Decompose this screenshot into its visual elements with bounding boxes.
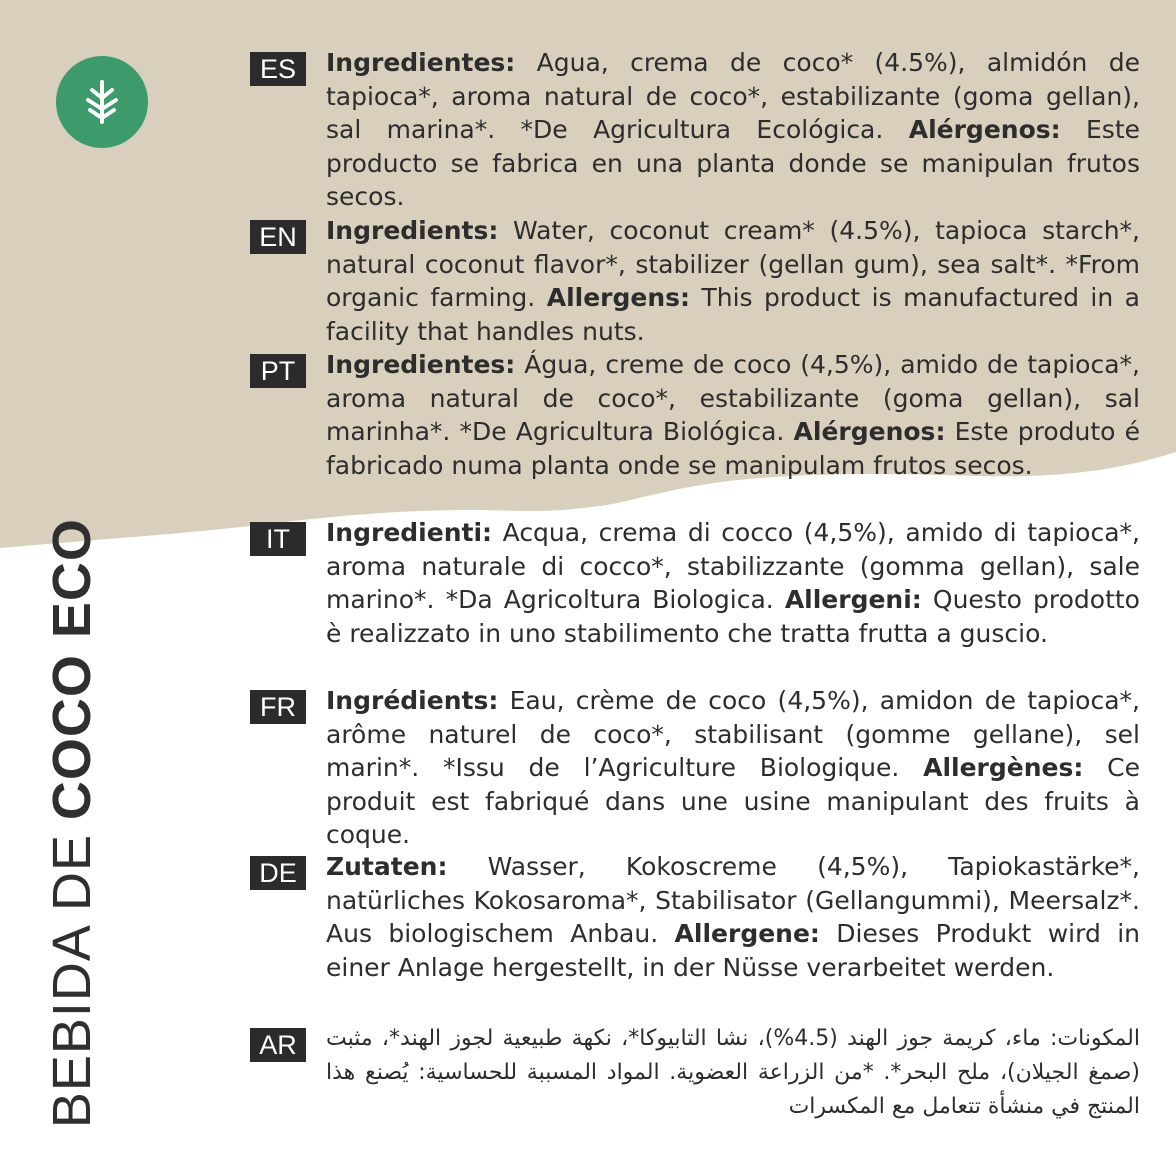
lang-code-it: IT: [250, 522, 306, 556]
ingredients-text-fr: [326, 684, 1140, 852]
ingredients-body-de: Wasser, Kokoscreme (4,5%), Tapiokastärke*, natürliches Kokosaroma*, Stabilisator (Gellangummi), Meersalz*. Aus biologischem Anbau.: [326, 852, 1140, 948]
ingredients-body-fr: Eau, crème de coco (4,5%), amidon de tapioca*, arôme naturel de coco*, stabilisant (gomme gellane), sel marin*. *Issu de l’Agriculture Biologique.: [326, 686, 1140, 782]
ingredients-text-en: [326, 214, 1140, 348]
ingredients-text-it: [326, 516, 1140, 650]
ingredients-label-fr: Ingrédients:: [326, 686, 499, 715]
ingredients-text-es: [326, 46, 1140, 214]
ingredients-label-de: Zutaten:: [326, 852, 448, 881]
ingredients-label-it: Ingredienti:: [326, 518, 493, 547]
allergens-body-fr: Ce produit est fabriqué dans une usine manipulant des fruits à coque.: [326, 753, 1140, 849]
ingredients-body-en: Water, coconut cream* (4.5%), tapioca starch*, natural coconut flavor*, stabilizer (gellan gum), sea salt*. *From organic farming.: [326, 216, 1140, 312]
ingredients-text-ar: المكونات: ماء، كريمة جوز الهند (4.5%)، نشا التابيوكا*، نكهة طبيعية لجوز الهند*، مثبت (صمغ الجيلان)، ملح البحر*. *من الزراعة العضوية. المواد المسببة للحساسية: يُصنع هذا المنتج في منشأة تتعامل مع المكسرات: [326, 1026, 1140, 1119]
product-title-line2: COCO ECO: [42, 517, 102, 820]
ingredients-text-de: [326, 850, 1140, 984]
leaf-tree-icon: [80, 78, 124, 126]
lang-code-es: ES: [250, 52, 306, 86]
allergens-label-pt: Alérgenos:: [793, 417, 946, 446]
allergens-body-de: Dieses Produkt wird in einer Anlage hergestellt, in der Nüsse verarbeitet werden.: [326, 919, 1140, 982]
lang-code-ar: AR: [250, 1028, 306, 1062]
allergens-body-es: Este producto se fabrica en una planta donde se manipulan frutos secos.: [326, 115, 1141, 211]
organic-badge: [56, 56, 148, 148]
ingredients-label-es: Ingredientes:: [326, 48, 516, 77]
allergens-label-fr: Allergènes:: [923, 753, 1084, 782]
ingredients-body-it: Acqua, crema di cocco (4,5%), amido di tapioca*, aroma naturale di cocco*, stabilizzante (gomma gellan), sale marino*. *Da Agricoltura Biologica.: [326, 518, 1140, 614]
allergens-body-en: This product is manufactured in a facility that handles nuts.: [326, 283, 1141, 346]
allergens-label-it: Allergeni:: [784, 585, 922, 614]
ingredients-label-pt: Ingredientes:: [326, 350, 516, 379]
lang-code-pt: PT: [250, 354, 306, 388]
ingredients-body-pt: Água, creme de coco (4,5%), amido de tapioca*, aroma natural de coco*, estabilizante (goma gellan), sal marinha*. *De Agricultura Biológica.: [326, 350, 1140, 446]
ingredients-text-pt: [326, 348, 1140, 482]
allergens-body-pt: Este produto é fabricado numa planta onde se manipulam frutos secos.: [326, 417, 1140, 480]
ingredients-body-es: Agua, crema de coco* (4.5%), almidón de tapioca*, aroma natural de coco*, estabilizante (goma gellan), sal marina*. *De Agricultura Ecológica.: [326, 48, 1140, 144]
product-title: [40, 518, 104, 1128]
lang-code-de: DE: [250, 856, 306, 890]
allergens-label-en: Allergens:: [546, 283, 691, 312]
allergens-label-es: Alérgenos:: [908, 115, 1061, 144]
lang-code-fr: FR: [250, 690, 306, 724]
allergens-body-it: Questo prodotto è realizzato in uno stabilimento che tratta frutta a guscio.: [326, 585, 1140, 648]
ingredients-label-en: Ingredients:: [326, 216, 499, 245]
product-title-line1: BEBIDA DE: [42, 833, 102, 1128]
lang-code-en: EN: [250, 220, 306, 254]
allergens-label-de: Allergene:: [674, 919, 820, 948]
